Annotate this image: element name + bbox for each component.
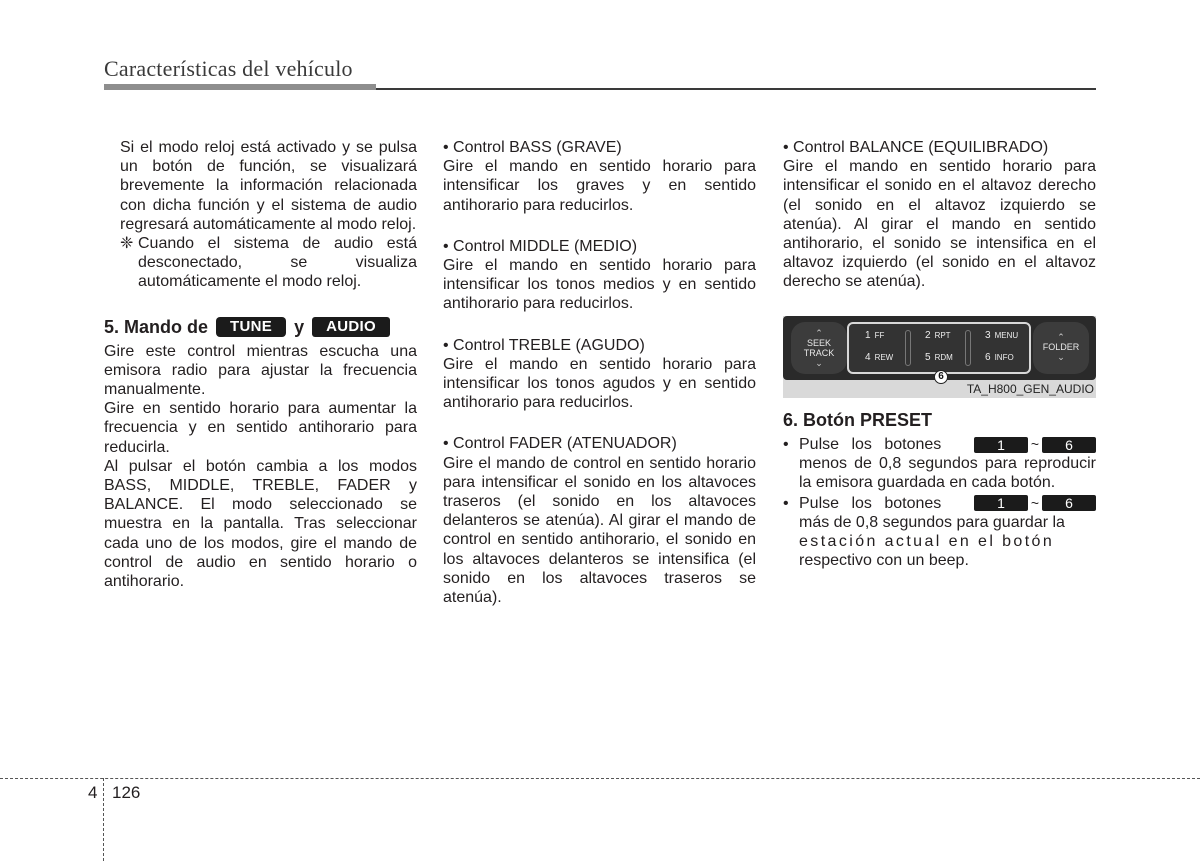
preset-1-key-icon: 1	[974, 495, 1028, 511]
middle-title: • Control MIDDLE (MEDIO)	[443, 237, 638, 255]
preset-key-1-num: 1	[865, 330, 871, 341]
preset-6-key-icon: 6	[1042, 495, 1096, 511]
bullet-2-rest-2: estación actual en el botón	[799, 533, 1055, 551]
preset-key-6-label: INFO	[994, 353, 1014, 362]
preset-buttons-highlight	[847, 322, 1031, 374]
column-3	[783, 138, 1096, 292]
audio-panel-figure	[783, 316, 1096, 398]
callout-6: 6	[934, 370, 948, 384]
bullet-2-prefix: Pulse los botones	[799, 494, 942, 512]
middle-text: Gire el mando en sentido horario para intensificar los tonos medios y en sentido antihorario para reducirlos.	[443, 257, 756, 313]
folder-label: FOLDER	[1042, 342, 1080, 352]
preset-1-key-icon: 1	[974, 437, 1028, 453]
section-5-heading	[104, 316, 417, 338]
balance-text: Gire el mando en sentido horario para intensificar el sonido en el altavoz derecho (el sonido en el altavoz izquierdo se atenúa). Al girar el mando en sentido antihorario, el sonido se intensifica en el altavoz izquierdo (el sonido en el altavoz derecho se atenúa).	[783, 158, 1096, 291]
bass-title: • Control BASS (GRAVE)	[443, 139, 622, 156]
seek-track-button-illustration	[791, 322, 847, 374]
tune-key-icon: TUNE	[216, 317, 286, 337]
fader-text: Gire el mando de control en sentido horario para intensificar el sonido en los altavoces traseros (el sonido en los altavoces delanteros se atenúa). Al girar el mando de control en sentido antihorario, el sonido en los altavoces delanteros se intensifica (el sonido en los altavoces traseros se atenúa).	[443, 454, 756, 607]
preset-key-5-num: 5	[925, 352, 931, 363]
note-mark: ❈	[120, 235, 134, 253]
preset-key-2	[925, 330, 951, 341]
bullet-2-line-1	[799, 494, 1096, 513]
preset-key-1-label: FF	[874, 331, 885, 340]
preset-bullet-1-content	[799, 435, 1096, 493]
figure-caption: TA_H800_GEN_AUDIO	[966, 382, 1094, 396]
preset-key-3-num: 3	[985, 330, 991, 341]
preset-key-5-label: RDM	[934, 353, 953, 362]
preset-key-4-num: 4	[865, 352, 871, 363]
header-rule-accent	[104, 84, 376, 90]
chevron-down-icon: ⌄	[1057, 352, 1065, 362]
chevron-up-icon: ⌃	[815, 328, 823, 338]
preset-bullet-1	[783, 435, 1096, 493]
note	[104, 234, 417, 292]
section-5-and: y	[294, 316, 305, 337]
preset-key-4-label: REW	[874, 353, 894, 362]
bullet-2-rest-1: más de 0,8 segundos para guardar la	[799, 513, 1065, 531]
preset-key-2-num: 2	[925, 330, 931, 341]
seek-label: SEEK	[806, 338, 831, 348]
range-tilde: ~	[1030, 436, 1040, 452]
section-5-prefix: 5. Mando de	[104, 316, 209, 337]
preset-key-6	[985, 352, 1014, 363]
section-number: 4	[88, 783, 98, 802]
tune-paragraph-3: Al pulsar el botón cambia a los modos BASS, MIDDLE, TREBLE, FADER y BALANCE. El modo seleccionado se muestra en la pantalla. Tras seleccionar cada uno de los modos, gire el mando de control de audio en sentido horario o antihorario.	[104, 457, 417, 591]
section-6	[783, 409, 1096, 570]
page-header-title: Características del vehículo	[104, 56, 353, 81]
bass-text: Gire el mando en sentido horario para intensificar los graves y en sentido antihorario para reducirlos.	[443, 158, 756, 214]
preset-bullet-2	[783, 494, 1096, 571]
separator	[965, 330, 971, 366]
column-2	[443, 138, 756, 607]
separator	[905, 330, 911, 366]
folder-button-illustration	[1033, 322, 1089, 374]
bullet-1-rest: menos de 0,8 segundos para reproducir la emisora guardada en cada botón.	[799, 455, 1096, 492]
preset-key-1	[865, 330, 884, 341]
chevron-down-icon: ⌄	[815, 358, 823, 368]
footer-divider	[103, 778, 104, 861]
range-tilde: ~	[1030, 494, 1040, 511]
bullet-1-prefix: Pulse los botones	[799, 436, 942, 453]
fader-title: • Control FADER (ATENUADOR)	[443, 435, 677, 453]
preset-key-4	[865, 352, 893, 363]
clock-mode-paragraph: Si el modo reloj está activado y se pulsa un botón de función, se visualizará brevemente la información relacionada con dicha función y el sistema de audio regresará automáticamente al modo reloj.	[120, 139, 417, 233]
bullet-mark: •	[783, 436, 789, 453]
page-number: 126	[112, 783, 141, 802]
preset-bullet-2-content	[799, 494, 1096, 571]
treble-text: Gire el mando en sentido horario para intensificar los tonos agudos y en sentido antihorario para reducirlos.	[443, 355, 756, 412]
bullet-2-rest-3: respectivo con un beep.	[799, 552, 969, 570]
treble-title: • Control TREBLE (AGUDO)	[443, 336, 645, 354]
column-1	[104, 138, 417, 591]
note-text: Cuando el sistema de audio está desconectado, se visualiza automáticamente el modo reloj.	[138, 235, 417, 291]
chevron-up-icon: ⌃	[1057, 332, 1065, 342]
tune-paragraph-1: Gire este control mientras escucha una emisora radio para ajustar la frecuencia manualmente.	[104, 342, 417, 399]
preset-key-2-label: RPT	[934, 331, 951, 340]
section-6-heading: 6. Botón PRESET	[783, 410, 933, 430]
footer-rule	[0, 778, 1200, 779]
preset-key-3-label: MENU	[994, 331, 1019, 340]
preset-6-key-icon: 6	[1042, 437, 1096, 453]
balance-title: • Control BALANCE (EQUILIBRADO)	[783, 139, 1049, 156]
track-label: TRACK	[803, 348, 835, 358]
preset-key-6-num: 6	[985, 352, 991, 363]
preset-buttons-icon	[974, 435, 1096, 454]
preset-key-5	[925, 352, 953, 363]
bullet-1-line-1	[799, 435, 1096, 454]
audio-key-icon: AUDIO	[312, 317, 390, 337]
bullet-mark: •	[783, 494, 789, 512]
preset-buttons-icon	[974, 494, 1096, 513]
preset-key-3	[985, 330, 1018, 341]
tune-paragraph-2: Gire en sentido horario para aumentar la frecuencia y en sentido antihorario para reducirla.	[104, 400, 417, 456]
header-rule	[376, 88, 1096, 90]
